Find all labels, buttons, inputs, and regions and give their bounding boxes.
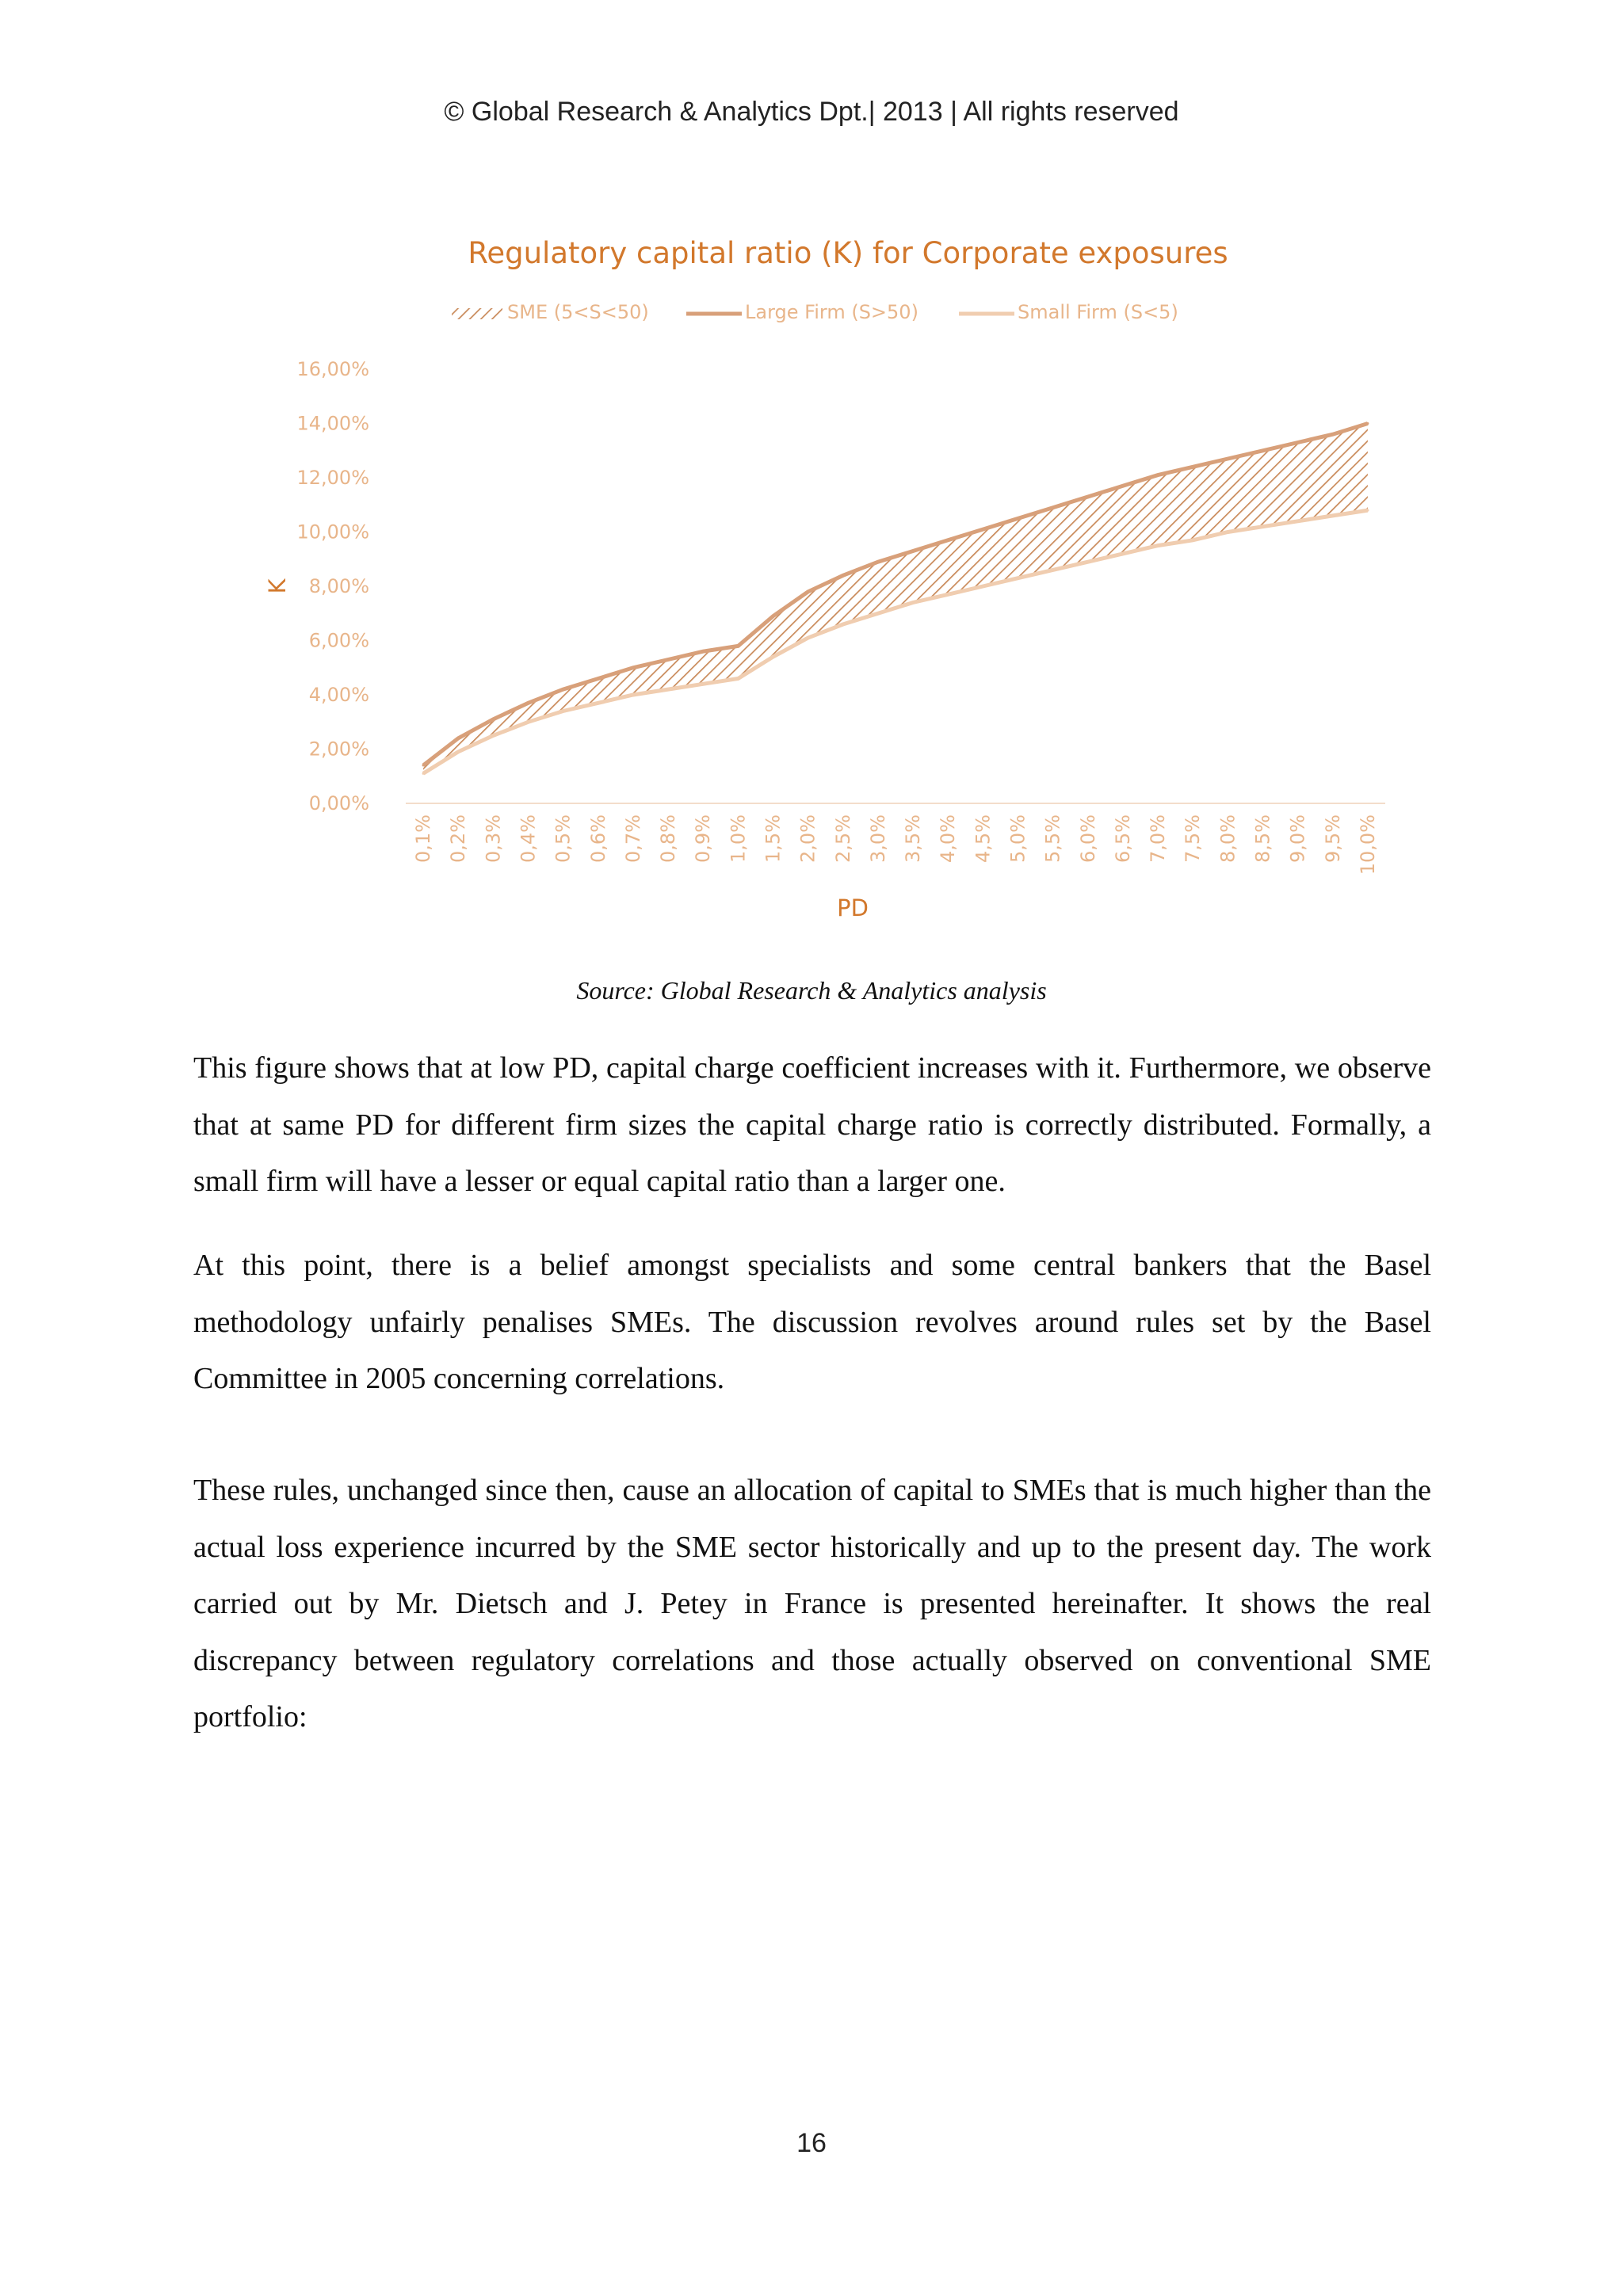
x-tick-label: 3,0%	[866, 814, 889, 863]
y-tick-label: 2,00%	[308, 738, 369, 761]
x-tick-label: 2,5%	[831, 814, 854, 863]
x-tick-label: 0,6%	[586, 814, 609, 863]
large-firm-point	[842, 574, 844, 577]
large-firm-point	[597, 677, 599, 680]
small-firm-point	[1157, 544, 1159, 547]
y-tick-label: 0,00%	[308, 792, 369, 814]
large-firm-point	[667, 658, 670, 661]
x-tick-label: 9,0%	[1286, 814, 1309, 863]
small-firm-point	[492, 734, 495, 737]
y-tick-label: 8,00%	[308, 575, 369, 597]
small-firm-point	[876, 612, 879, 615]
large-firm-point	[772, 615, 774, 617]
small-firm-point	[1227, 531, 1229, 533]
x-tick-label: 6,0%	[1076, 814, 1099, 863]
small-firm-point	[457, 750, 460, 753]
small-firm-point	[737, 677, 739, 680]
x-tick-label: 0,4%	[517, 814, 540, 863]
x-tick-label: 0,1%	[412, 814, 435, 863]
series-line-small-firm	[423, 510, 1368, 773]
large-firm-point	[562, 688, 564, 691]
x-tick-label: 4,0%	[937, 814, 960, 863]
x-tick-label: 1,5%	[762, 814, 785, 863]
page-number: 16	[796, 2128, 827, 2158]
large-firm-point	[1121, 485, 1124, 487]
x-tick-label: 0,8%	[657, 814, 680, 863]
large-firm-point	[1331, 433, 1334, 436]
legend-sme-label: SME (5<S<50)	[507, 301, 649, 323]
large-firm-point	[492, 718, 495, 720]
large-firm-point	[947, 539, 949, 541]
x-tick-label: 4,5%	[972, 814, 995, 863]
x-tick-label: 0,9%	[692, 814, 715, 863]
x-tick-label: 8,5%	[1251, 814, 1274, 863]
x-tick-label: 1,0%	[727, 814, 750, 863]
x-tick-label: 3,5%	[902, 814, 925, 863]
small-firm-point	[527, 721, 529, 723]
x-tick-label: 10,0%	[1356, 814, 1379, 875]
chart-title: Regulatory capital ratio (K) for Corporate exposures	[468, 236, 1228, 270]
small-firm-point	[1052, 569, 1054, 571]
paragraph-2: At this point, there is a belief amongst specialists and some central bankers that the Basel methodology unfairly penalises SMEs. The discussion revolves around rules set by the Basel Committee in 2005 concerning correlations.	[193, 1249, 1431, 1395]
small-firm-point	[947, 593, 949, 596]
large-firm-point	[702, 650, 705, 653]
x-tick-label: 8,0%	[1216, 814, 1239, 863]
large-firm-point	[632, 666, 634, 669]
small-firm-point	[562, 710, 564, 712]
small-firm-point	[702, 683, 705, 685]
small-firm-point	[982, 585, 984, 588]
x-tick-label: 5,5%	[1041, 814, 1064, 863]
x-tick-label: 0,5%	[552, 814, 575, 863]
x-tick-label: 6,5%	[1111, 814, 1134, 863]
small-firm-point	[597, 702, 599, 704]
small-firm-point	[632, 694, 634, 696]
small-firm-point	[422, 772, 425, 775]
large-firm-point	[1052, 506, 1054, 509]
sme-band-area	[423, 424, 1368, 774]
x-tick-label: 0,7%	[621, 814, 644, 863]
y-tick-label: 14,00%	[296, 412, 369, 435]
large-firm-point	[1157, 474, 1159, 476]
small-firm-point	[912, 601, 915, 604]
small-firm-point	[1331, 514, 1334, 517]
large-firm-point	[1192, 466, 1194, 468]
y-axis-ticks	[296, 358, 369, 814]
x-axis-label: PD	[837, 894, 869, 921]
large-firm-point	[1296, 441, 1299, 444]
small-firm-point	[1296, 520, 1299, 522]
small-firm-point	[1262, 525, 1264, 528]
paragraph-1: This figure shows that at low PD, capital charge coefficient increases with it. Furthermore, we observe that at same PD for different firm sizes the capital charge ratio is correctly distributed. Formally, a small firm will have a lesser or equal capital ratio than a larger one.	[193, 1051, 1431, 1198]
large-firm-point	[422, 765, 425, 767]
paragraph-3: These rules, unchanged since then, cause an allocation of capital to SMEs that is much higher than the actual loss experience incurred by the SME sector historically and up to the present day. The work carried out by Mr. Dietsch and J. Petey in France is presented hereinafter. It shows the real discrepancy between regulatory correlations and those actually observed on conventional SME portfolio:	[193, 1474, 1431, 1733]
x-tick-label: 2,0%	[796, 814, 819, 863]
y-tick-label: 6,00%	[308, 629, 369, 652]
large-firm-point	[982, 528, 984, 531]
large-firm-point	[1262, 449, 1264, 452]
small-firm-point	[772, 656, 774, 658]
y-axis-label: K	[264, 578, 291, 594]
y-tick-label: 16,00%	[296, 358, 369, 380]
chart-legend	[452, 301, 1178, 323]
y-tick-label: 12,00%	[296, 467, 369, 489]
small-firm-point	[807, 637, 809, 639]
x-tick-label: 9,5%	[1321, 814, 1344, 863]
x-tick-label: 7,5%	[1182, 814, 1205, 863]
small-firm-point	[1086, 561, 1089, 563]
small-firm-point	[667, 688, 670, 691]
legend-large-label: Large Firm (S>50)	[745, 301, 918, 323]
small-firm-point	[1192, 539, 1194, 541]
x-tick-label: 0,3%	[482, 814, 505, 863]
small-firm-point	[1017, 577, 1019, 579]
large-firm-point	[876, 561, 879, 563]
y-tick-label: 4,00%	[308, 684, 369, 706]
figure-caption: Source: Global Research & Analytics analysis	[576, 976, 1047, 1005]
large-firm-point	[1366, 422, 1369, 425]
large-firm-point	[1017, 517, 1019, 520]
small-firm-point	[1121, 552, 1124, 555]
legend-small-label: Small Firm (S<5)	[1018, 301, 1178, 323]
large-firm-point	[457, 737, 460, 739]
chart	[238, 214, 1411, 943]
legend-sme-swatch	[452, 308, 502, 319]
large-firm-point	[1227, 458, 1229, 460]
x-tick-label: 0,2%	[447, 814, 470, 863]
large-firm-point	[527, 702, 529, 704]
x-tick-label: 5,0%	[1006, 814, 1029, 863]
large-firm-point	[807, 590, 809, 593]
large-firm-point	[912, 550, 915, 552]
page-header: © Global Research & Analytics Dpt.| 2013 | All rights reserved	[444, 97, 1179, 127]
small-firm-point	[1366, 509, 1369, 512]
large-firm-point	[1086, 495, 1089, 498]
chart-svg	[238, 214, 1411, 943]
small-firm-point	[842, 623, 844, 625]
x-tick-label: 7,0%	[1147, 814, 1170, 863]
large-firm-point	[737, 645, 739, 647]
y-tick-label: 10,00%	[296, 521, 369, 543]
